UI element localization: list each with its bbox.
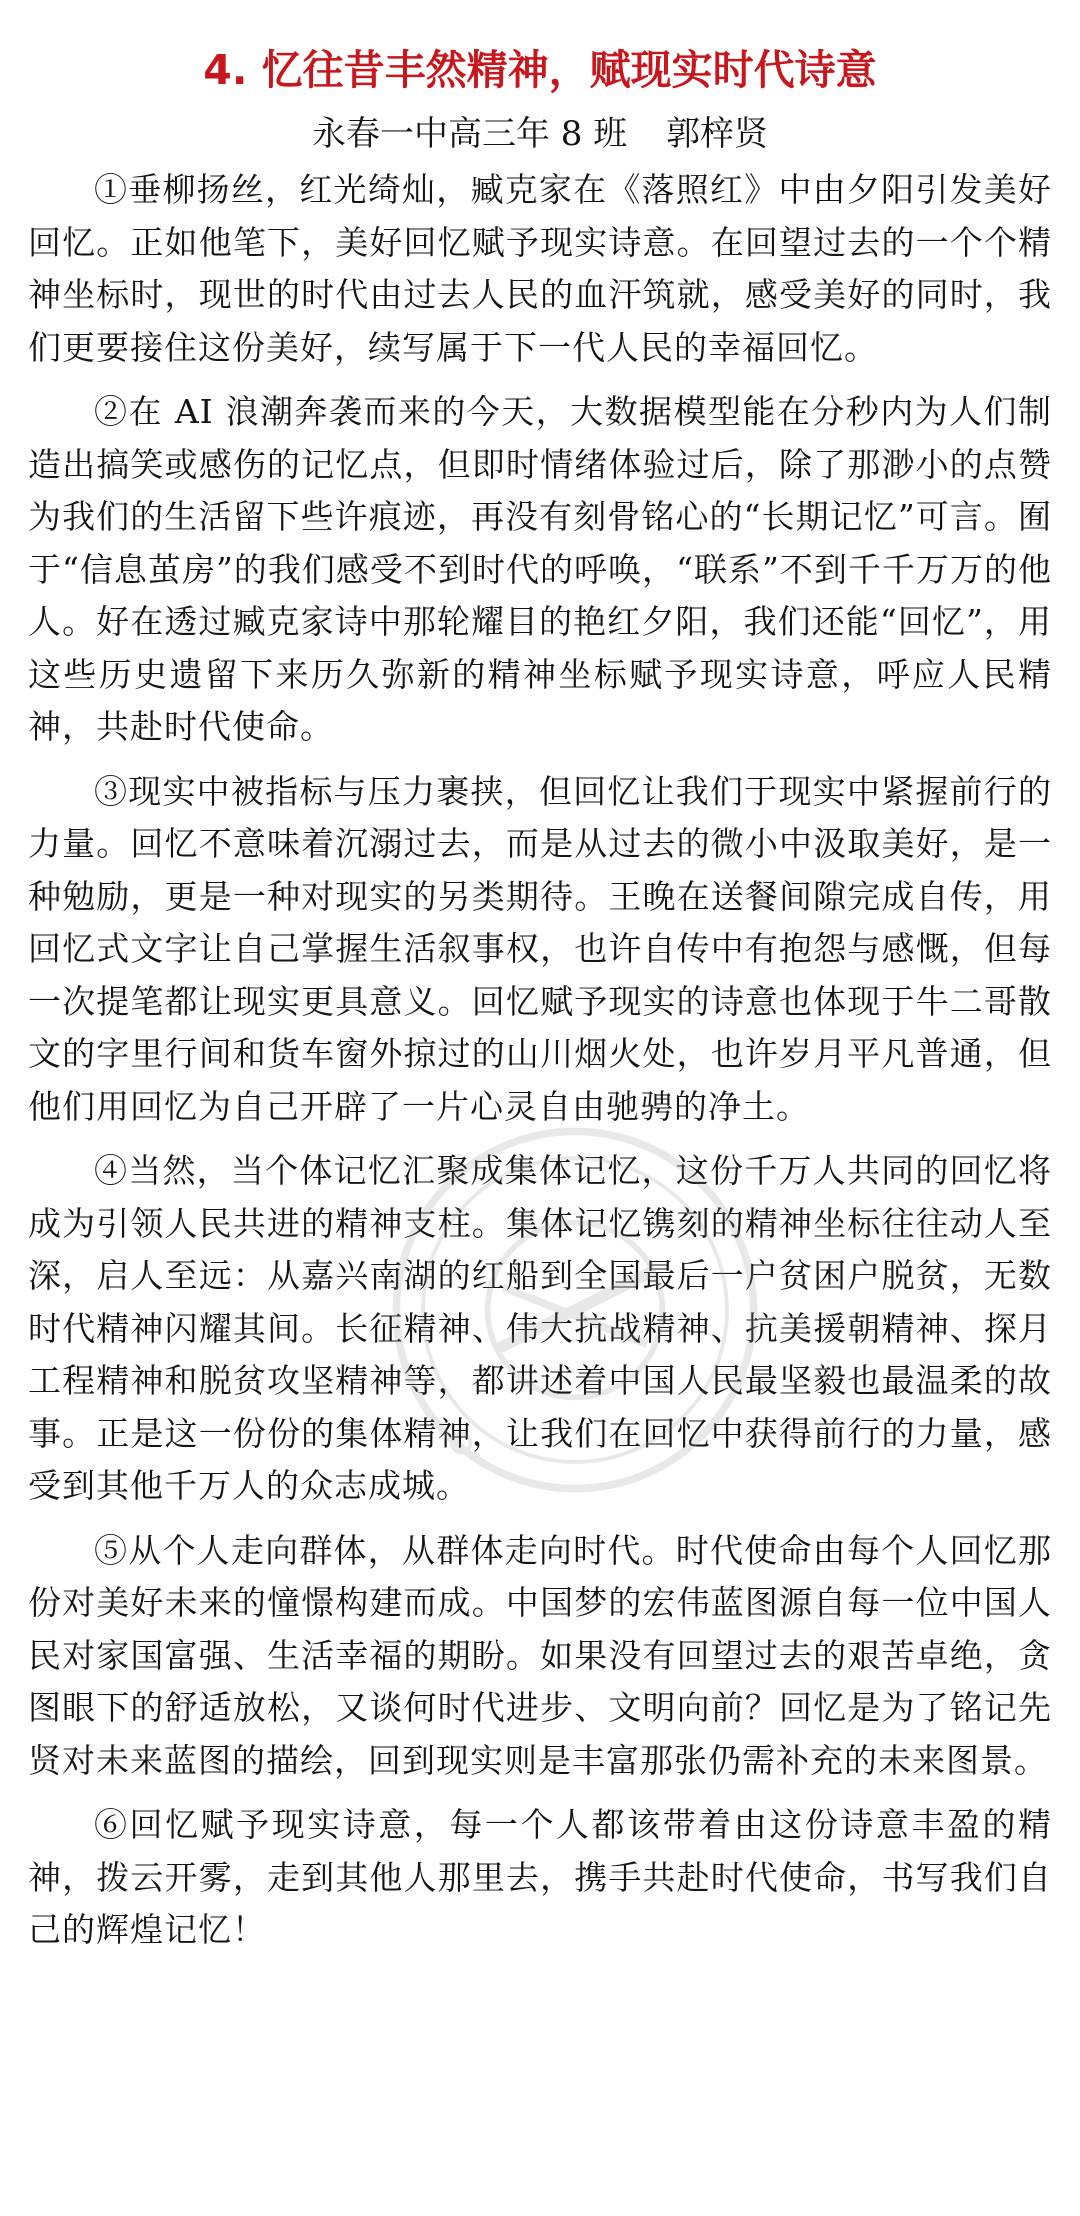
- paragraph-3: ③现实中被指标与压力裹挟，但回忆让我们于现实中紧握前行的力量。回忆不意味着沉溺过去，而是从过去的微小中汲取美好，是一种勉励，更是一种对现实的另类期待。王晚在送餐间隙完成自传，用回忆式文字让自己掌握生活叙事权，也许自传中有抱怨与感慨，但每一次提笔都让现实更具意义。回忆赋予现实的诗意也体现于牛二哥散文的字里行间和货车窗外掠过的山川烟火处，也许岁月平凡普通，但他们用回忆为自己开辟了一片心灵自由驰骋的净土。: [28, 771, 1052, 1126]
- author-school: 永春一中高三年 8 班: [311, 114, 628, 154]
- paragraph-2: ②在 AI 浪潮奔袭而来的今天，大数据模型能在分秒内为人们制造出搞笑或感伤的记忆点，但即时情绪体验过后，除了那渺小的点赞为我们的生活留下些许痕迹，再没有刻骨铭心的“长期记忆”可言。囿于“信息茧房”的我们感受不到时代的呼唤，“联系”不到千千万万的他人。好在透过臧克家诗中那轮耀目的艳红夕阳，我们还能“回忆”，用这些历史遗留下来历久弥新的精神坐标赋予现实诗意，呼应人民精神，共赴时代使命。: [28, 392, 1052, 746]
- paragraph-6: ⑥回忆赋予现实诗意，每一个人都该带着由这份诗意丰盈的精神，拨云开雾，走到其他人那里去，携手共赴时代使命，书写我们自己的辉煌记忆！: [28, 1805, 1052, 1949]
- paragraph-1: ①垂柳扬丝，红光绮灿，臧克家在《落照红》中由夕阳引发美好回忆。正如他笔下，美好回忆赋予现实诗意。在回望过去的一个个精神坐标时，现世的时代由过去人民的血汗筑就，感受美好的同时，我们更要接住这份美好，续写属于下一代人民的幸福回忆。: [28, 170, 1052, 367]
- essay-title: 4. 忆往昔丰然精神，赋现实时代诗意: [203, 46, 877, 94]
- paragraph-4: ④当然，当个体记忆汇聚成集体记忆，这份千万人共同的回忆将成为引领人民共进的精神支柱。集体记忆镌刻的精神坐标往往动人至深，启人至远：从嘉兴南湖的红船到全国最后一户贫困户脱贫，无数时代精神闪耀其间。长征精神、伟大抗战精神、抗美援朝精神、探月工程精神和脱贫攻坚精神等，都讲述着中国人民最坚毅也最温柔的故事。正是这一份份的集体精神，让我们在回忆中获得前行的力量，感受到其他千万人的众志成城。: [28, 1151, 1052, 1505]
- paragraph-5: ⑤从个人走向群体，从群体走向时代。时代使命由每个人回忆那份对美好未来的憧憬构建而成。中国梦的宏伟蓝图源自每一位中国人民对家国富强、生活幸福的期盼。如果没有回望过去的艰苦卓绝，贪图眼下的舒适放松，又谈何时代进步、文明向前？回忆是为了铭记先贤对未来蓝图的描绘，回到现实则是丰富那张仍需补充的未来图景。: [28, 1530, 1052, 1780]
- author-line: [28, 108, 1052, 160]
- author-name: 郭梓贤: [666, 114, 769, 154]
